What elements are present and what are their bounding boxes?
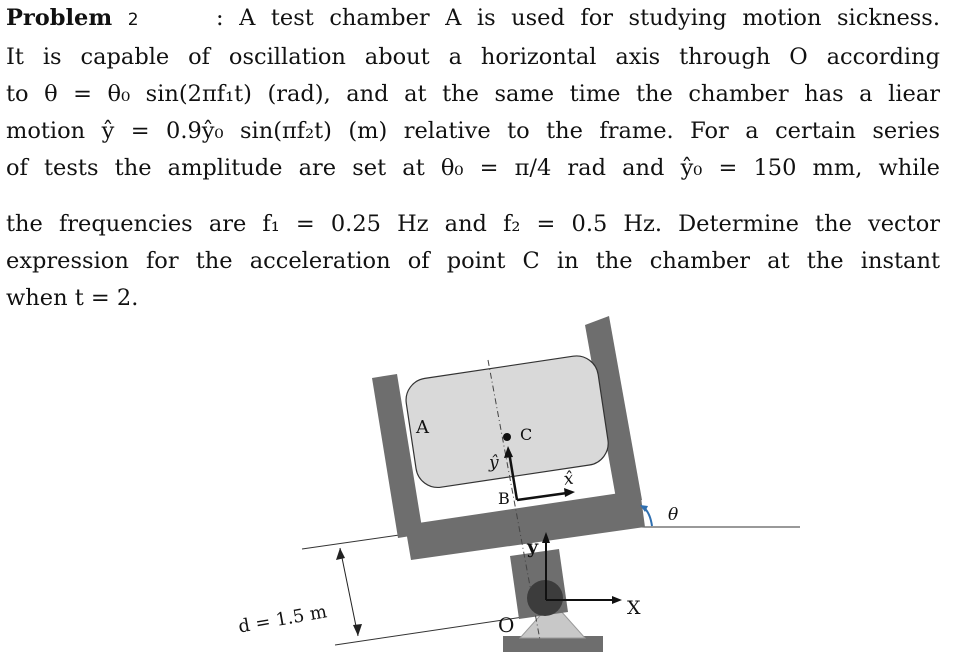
chamber-diagram (0, 310, 975, 670)
statement-line-2: It is capable of oscillation about a horizontal axis through O according (6, 44, 940, 70)
statement-line-7: expression for the acceleration of point C in the chamber at the instant (6, 248, 940, 274)
dimension-arrowhead-bottom (353, 624, 362, 636)
label-x-hat: x̂ (562, 468, 575, 490)
dimension-arrowhead-top (336, 548, 345, 560)
problem-heading: Problem (6, 5, 113, 31)
label-y-axis: y (527, 536, 539, 558)
label-x-axis: X (627, 597, 641, 619)
x-axis-arrowhead (612, 596, 622, 604)
statement-text-1: : A test chamber A is used for studying motion sickness. (216, 5, 941, 31)
label-theta: θ (668, 505, 679, 525)
chamber-a (403, 353, 611, 490)
frame-crossbar (405, 490, 645, 560)
label-point-b: B (498, 489, 510, 508)
label-chamber-a: A (416, 417, 429, 438)
chamber-body (403, 353, 611, 490)
statement-line-5: of tests the amplitude are set at θ₀ = π/4 rad and ŷ₀ = 150 mm, while (6, 155, 940, 181)
label-distance: d = 1.5 m (236, 601, 329, 638)
label-y-hat: ŷ (489, 453, 499, 473)
distance-dimension-line (340, 548, 358, 636)
label-point-c: C (520, 425, 533, 444)
statement-line-6: the frequencies are f₁ = 0.25 Hz and f₂ = 0.5 Hz. Determine the vector (6, 211, 940, 237)
problem-number: 2 (127, 10, 139, 30)
problem-statement-continued (6, 206, 940, 317)
statement-line-3: to θ = θ₀ sin(2πf₁t) (rad), and at the same time the chamber has a liear (6, 81, 940, 107)
point-c-marker (503, 433, 511, 441)
statement-line-8: when t = 2. (6, 285, 139, 311)
problem-statement (6, 0, 940, 187)
statement-line-1 (6, 0, 940, 39)
x-hat-vector (517, 493, 567, 500)
label-point-o: O (498, 613, 515, 637)
statement-line-4: motion ŷ = 0.9ŷ₀ sin(πf₂t) (m) relative to the frame. For a certain series (6, 118, 940, 144)
